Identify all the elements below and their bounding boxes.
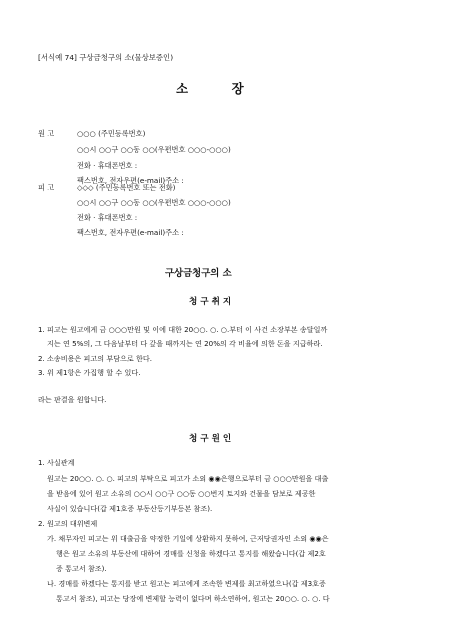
plaintiff-contact: 팩스번호, 전자우편(e-mail)주소 : <box>77 176 184 185</box>
defendant-contact: 팩스번호, 전자우편(e-mail)주소 : <box>77 228 184 237</box>
cause-line: 증 통고서 참조). <box>38 564 107 573</box>
claim-item: 3. 위 제1항은 가집행 할 수 있다. <box>38 368 141 377</box>
claim-item: 지는 연 5%의, 그 다음날부터 다 갚을 때까지는 연 20%의 각 비율에 의한 돈을 지급하라. <box>38 339 323 348</box>
cause-line: 통고서 참조), 피고는 당장에 변제할 능력이 없다며 하소연하여, 원고는 20○○. ○. ○. 다 <box>38 594 330 603</box>
cause-line: 나. 경매를 하겠다는 통지를 받고 원고는 피고에게 조속한 변제를 최고하였으나(갑 제3호증 <box>38 579 326 588</box>
defendant-phone: 전화 · 휴대폰번호 : <box>77 213 138 222</box>
cause-line: 을 받음에 있어 원고 소유의 ○○시 ○○구 ○○동 ○○번지 토지와 건물을 담보로 제공한 <box>38 489 316 498</box>
case-title: 구상금청구의 소 <box>165 268 232 279</box>
plaintiff-name: ○○○ (주민등록번호) <box>77 129 146 138</box>
cause-line: 원고는 20○○. ○. ○. 피고의 부탁으로 피고가 소외 ◉◉은행으로부터 금 ○○○만원을 대출 <box>38 474 329 483</box>
claim-heading: 청 구 취 지 <box>189 297 232 307</box>
document-title: 소 장 <box>176 81 244 96</box>
defendant-role: 피 고 <box>38 183 55 192</box>
cause-line: 행은 원고 소유의 부동산에 대하여 경매를 신청을 하겠다고 통지를 해왔습니다(갑 제2호 <box>38 549 326 558</box>
cause-line: 사실이 있습니다(갑 제1호증 부동산등기부등본 참조). <box>38 504 213 513</box>
cause-line: 2. 원고의 대위변제 <box>38 519 98 528</box>
plaintiff-address: ○○시 ○○구 ○○동 ○○(우편번호 ○○○-○○○) <box>77 145 231 154</box>
plaintiff-role: 원 고 <box>38 129 55 138</box>
defendant-name: ◇◇◇ (주민등록번호 또는 전화) <box>77 183 176 192</box>
form-label: [서식예 74] 구상금청구의 소(물상보증인) <box>38 53 174 62</box>
plaintiff-phone: 전화 · 휴대폰번호 : <box>77 161 138 170</box>
cause-line: 1. 사실관계 <box>38 458 75 467</box>
defendant-address: ○○시 ○○구 ○○동 ○○(우편번호 ○○○-○○○) <box>77 198 231 207</box>
claim-item: 1. 피고는 원고에게 금 ○○○만원 및 이에 대한 20○○. ○. ○.부터 이 사건 소장부본 송달일까 <box>38 325 328 334</box>
judgment-request: 라는 판결을 원합니다. <box>38 395 107 404</box>
claim-item: 2. 소송비용은 피고의 부담으로 한다. <box>38 354 152 363</box>
cause-line: 가. 채무자인 피고는 위 대출금을 약정한 기일에 상환하지 못하여, 근저당권자인 소외 ◉◉은 <box>38 534 329 543</box>
cause-heading: 청 구 원 인 <box>189 434 232 444</box>
